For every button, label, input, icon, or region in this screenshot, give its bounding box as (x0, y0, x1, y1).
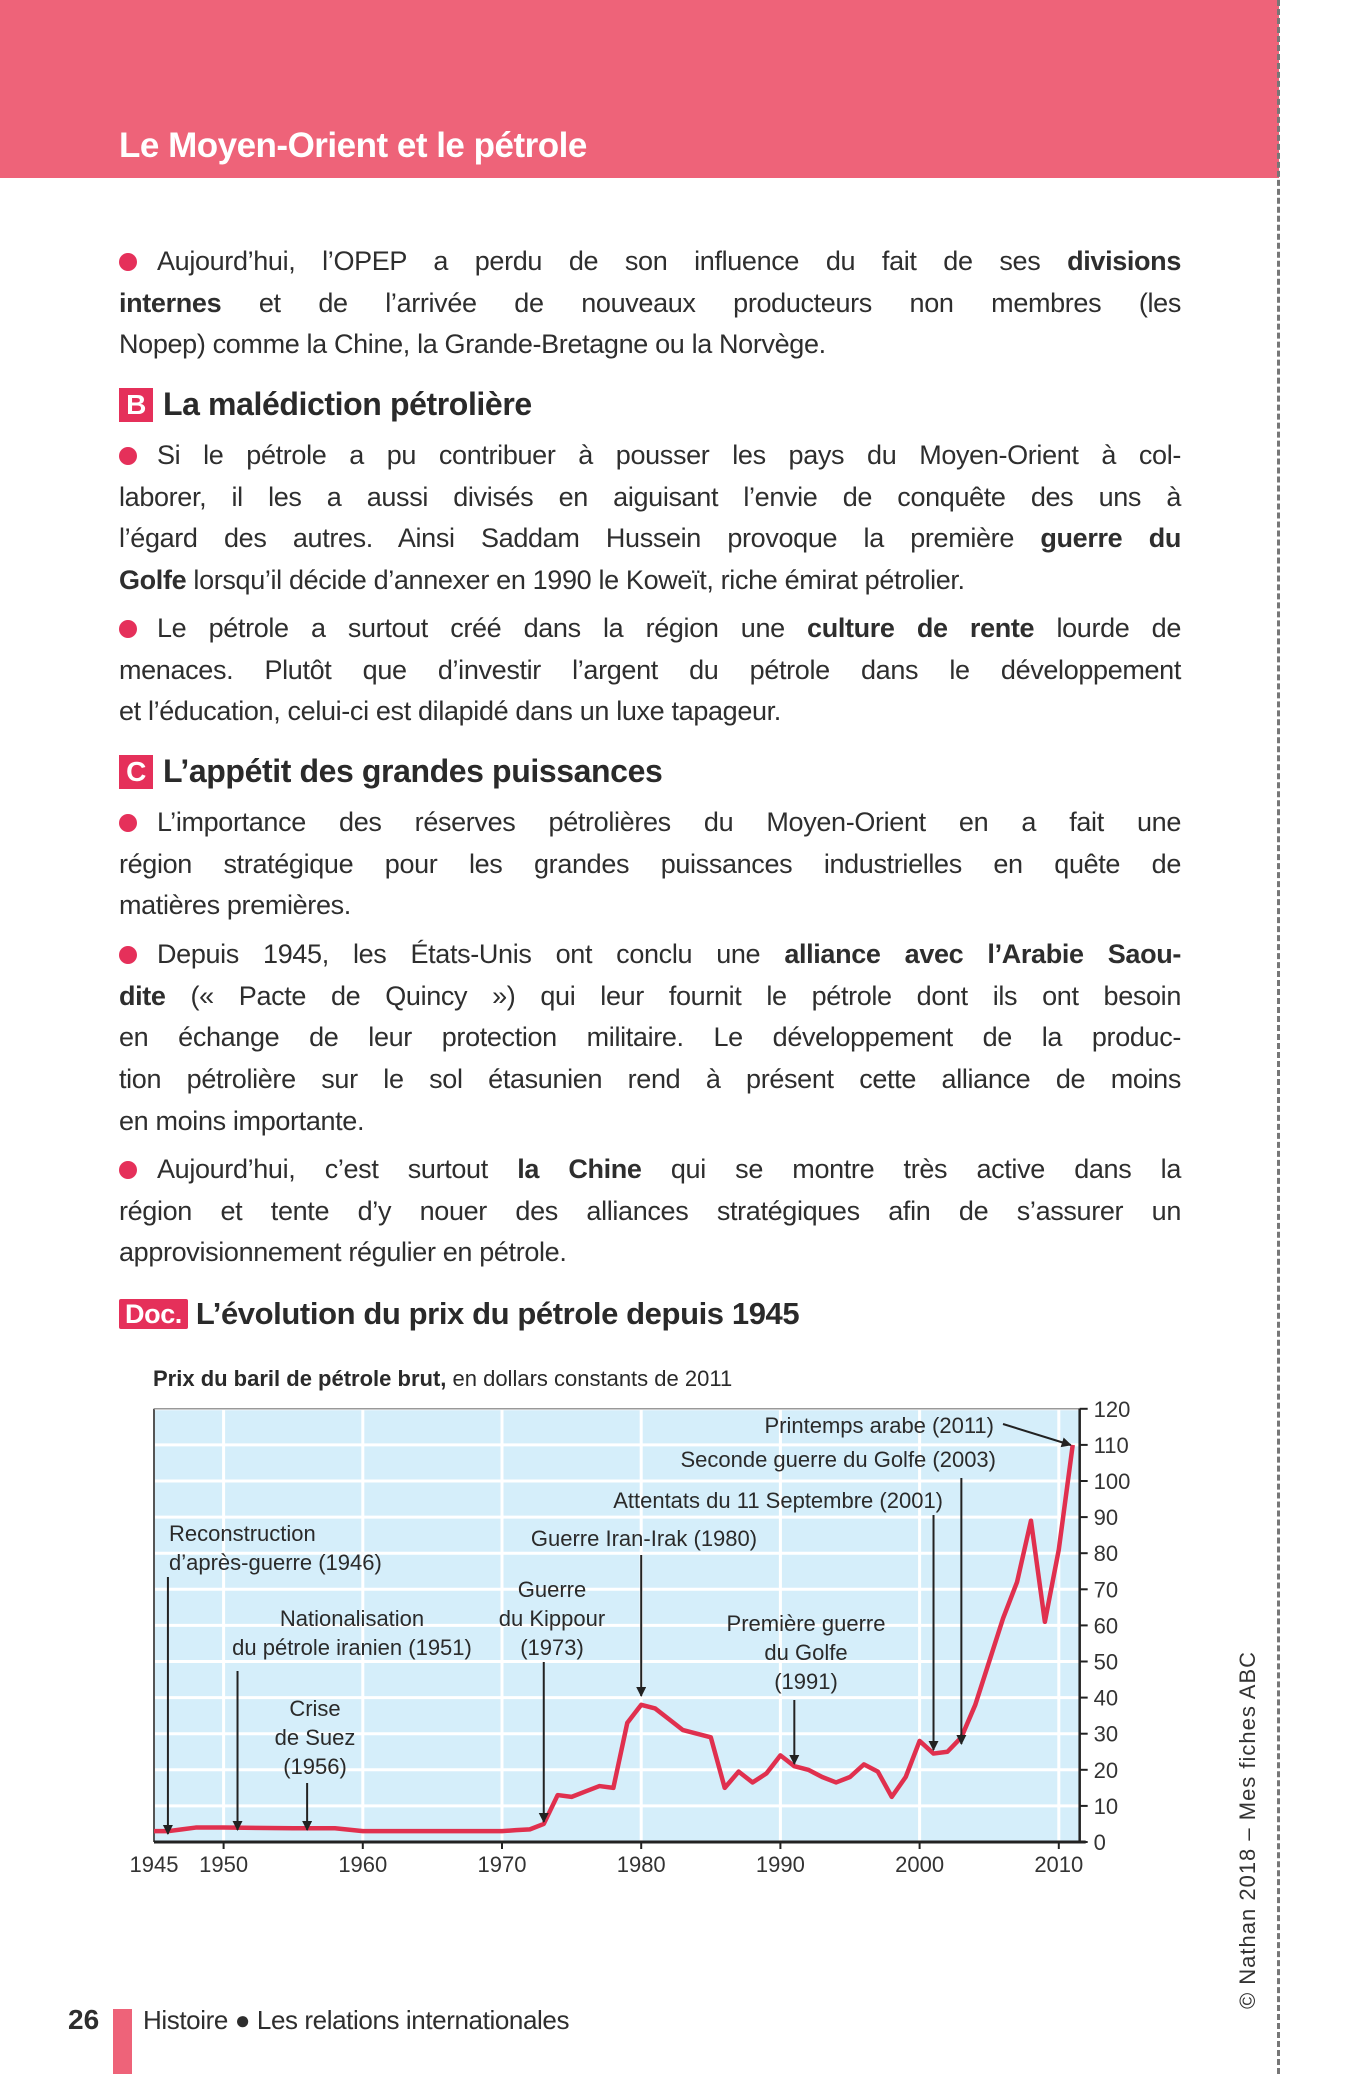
x-tick-label: 1970 (477, 1852, 527, 1877)
text-segment: lourde de (1034, 613, 1181, 643)
bold-text: internes (119, 287, 222, 318)
y-tick-label: 90 (1093, 1505, 1119, 1531)
bold-text: guerre du (1040, 523, 1181, 554)
y-tick-label: 100 (1093, 1469, 1131, 1494)
y-tick-label: 60 (1093, 1613, 1119, 1639)
annotation-label: (1973) (520, 1635, 584, 1660)
text-segment: l’égard des autres. Ainsi Saddam Hussein provoque la première (119, 523, 1041, 554)
y-tick-label: 110 (1093, 1432, 1129, 1458)
annotation-label: Printemps arabe (2011) (764, 1413, 994, 1438)
bold-text: divisions (1067, 246, 1181, 276)
annotation-label: (1956) (283, 1754, 347, 1779)
annotation-label: Reconstruction (169, 1521, 316, 1546)
text-segment: en échange de leur protection militaire. Le développement de la produc- (119, 1022, 1181, 1053)
doc-badge: Doc. (119, 1299, 188, 1329)
footer-section: Histoire ● Les relations internationales (143, 2005, 570, 2035)
text-segment: Le pétrole a surtout créé dans la région une (157, 613, 808, 643)
annotation-label: Seconde guerre du Golfe (2003) (680, 1447, 996, 1472)
y-tick-label: 120 (1093, 1396, 1131, 1422)
text-segment: Si le pétrole a pu contribuer à pousser les pays du Moyen-Orient à col- (157, 440, 1181, 470)
chart-subtitle-bold: Prix du baril de pétrole brut, (153, 1366, 447, 1391)
text-segment: tion pétrolière sur le sol étasunien rend à présent cette alliance de moins (119, 1064, 1181, 1095)
y-tick-label: 70 (1093, 1577, 1119, 1603)
y-tick-label: 50 (1093, 1649, 1119, 1675)
x-tick-label: 1980 (616, 1852, 666, 1877)
text-segment: et l’éducation, celui-ci est dilapidé dans un luxe tapageur. (119, 696, 781, 727)
x-tick-label: 1950 (199, 1852, 249, 1877)
page-number: 26 (68, 2004, 100, 2035)
annotation-label: (1991) (774, 1669, 838, 1694)
annotation-label: Attentats du 11 Septembre (2001) (613, 1488, 943, 1513)
x-tick-label: 2000 (895, 1852, 945, 1877)
y-tick-label: 20 (1093, 1757, 1119, 1783)
annotation-label: du Golfe (764, 1640, 848, 1665)
text-segment: L’importance des réserves pétrolières du Moyen-Orient en a fait une (157, 807, 1181, 837)
y-tick-label: 80 (1093, 1541, 1119, 1567)
text-segment: région stratégique pour les grandes puissances industrielles en quête de (119, 848, 1181, 879)
text-segment: approvisionnement régulier en pétrole. (119, 1237, 567, 1268)
text-segment: laborer, il les a aussi divisés en aiguisant l’envie de conquête des uns à (119, 481, 1181, 512)
text-segment: lorsqu’il décide d’annexer en 1990 le Koweït, riche émirat pétrolier. (186, 565, 965, 596)
bold-text: dite (119, 980, 166, 1011)
annotation-label: d’après-guerre (1946) (169, 1550, 382, 1575)
copyright-notice: © Nathan 2018 – Mes fiches ABC (1235, 1650, 1260, 2010)
text-segment: et de l’arrivée de nouveaux producteurs non membres (les (221, 287, 1181, 318)
text-segment: menaces. Plutôt que d’investir l’argent du pétrole dans le développement (119, 654, 1181, 685)
annotation-label: de Suez (274, 1725, 356, 1750)
annotation-label: Nationalisation (279, 1606, 425, 1631)
section-title: La malédiction pétrolière (163, 386, 532, 422)
section-letter-badge: B (119, 388, 153, 422)
section-letter-badge: C (119, 755, 153, 789)
text-segment: Aujourd’hui, l’OPEP a perdu de son influence du fait de ses (157, 246, 1068, 276)
x-tick-label: 1945 (129, 1852, 179, 1877)
annotation-label: Guerre Iran-Irak (1980) (530, 1526, 758, 1551)
x-tick-label: 2010 (1034, 1852, 1084, 1877)
doc-title: L’évolution du prix du pétrole depuis 1945 (195, 1296, 800, 1331)
text-segment: qui se montre très active dans la (641, 1154, 1181, 1184)
text-segment: Nopep) comme la Chine, la Grande-Bretagne ou la Norvège. (119, 329, 826, 360)
annotation-label: du Kippour (498, 1606, 606, 1631)
x-tick-label: 1990 (755, 1852, 805, 1877)
chart-subtitle-rest: en dollars constants de 2011 (446, 1366, 733, 1391)
y-tick-label: 30 (1093, 1721, 1119, 1747)
annotation-label: Première guerre (726, 1611, 886, 1636)
text-segment: Depuis 1945, les États-Unis ont conclu une (157, 939, 785, 969)
section-title: L’appétit des grandes puissances (163, 753, 663, 789)
text-segment: matières premières. (119, 890, 351, 921)
text-segment: en moins importante. (119, 1105, 365, 1136)
page-title: Le Moyen-Orient et le pétrole (119, 126, 587, 165)
annotation-label: Guerre (517, 1577, 587, 1602)
text-segment: Aujourd’hui, c’est surtout (157, 1154, 518, 1184)
annotation-label: Crise (289, 1696, 341, 1721)
y-tick-label: 40 (1093, 1685, 1119, 1711)
bold-text: la Chine (517, 1154, 642, 1184)
annotation-label: du pétrole iranien (1951) (232, 1635, 472, 1660)
y-tick-label: 0 (1093, 1830, 1106, 1855)
text-segment: (« Pacte de Quincy ») qui leur fournit le pétrole dont ils ont besoin (165, 980, 1181, 1011)
bold-text: alliance avec l’Arabie Saou- (784, 939, 1181, 969)
bold-text: culture de rente (807, 613, 1035, 643)
text-segment: région et tente d’y nouer des alliances stratégiques afin de s’assurer un (119, 1195, 1181, 1226)
x-tick-label: 1960 (338, 1852, 388, 1877)
y-tick-label: 10 (1093, 1793, 1119, 1819)
bold-text: Golfe (119, 565, 187, 596)
footer-accent-bar (113, 2009, 132, 2074)
